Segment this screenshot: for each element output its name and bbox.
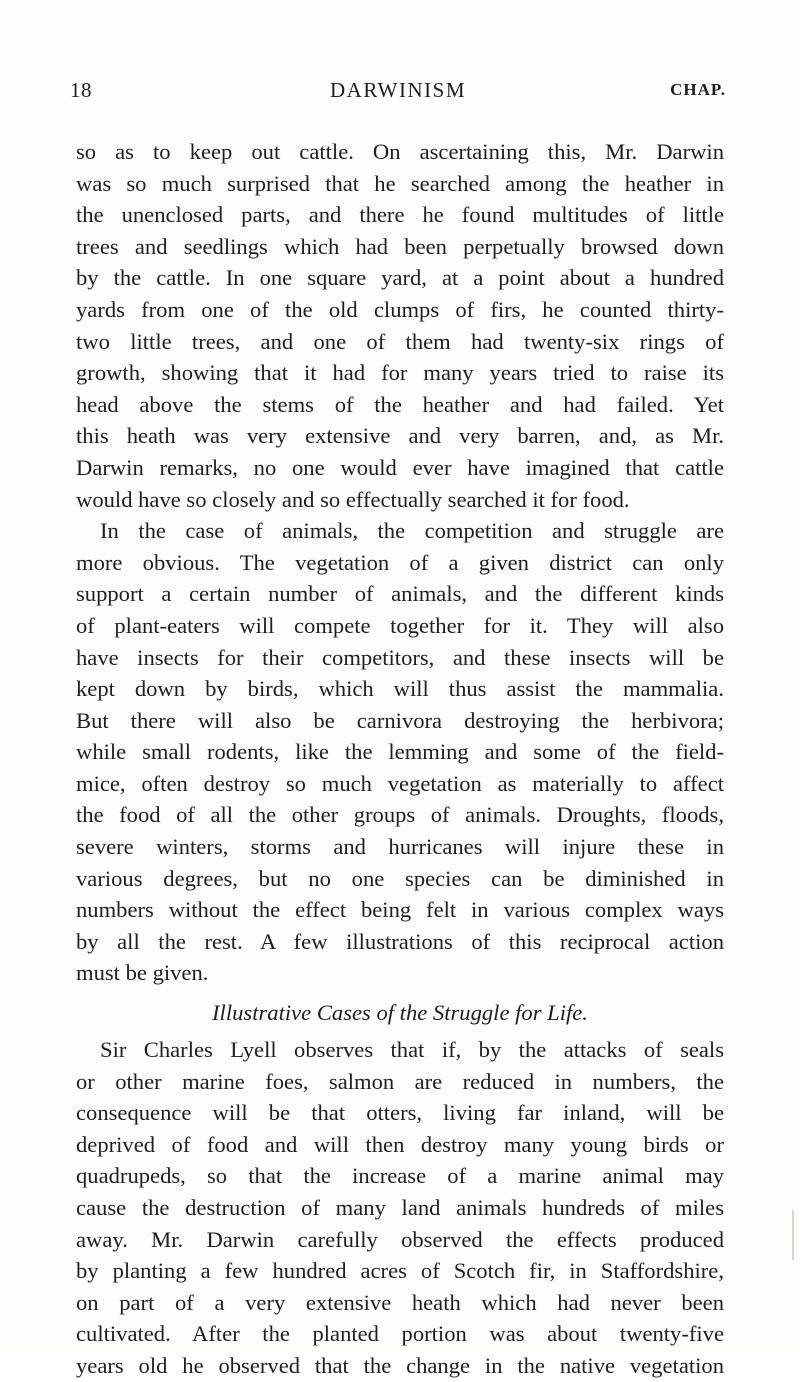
text-line: or other marine foes, salmon are reduced in numbers, the (76, 1068, 724, 1094)
text-line: severe winters, storms and hurricanes will injure these in (76, 834, 724, 860)
text-line: on part of a very extensive heath which had never been (76, 1289, 724, 1315)
text-line: would have so closely and so effectually searched it for food. (76, 486, 630, 512)
text-line: deprived of food and will then destroy many young birds or (76, 1131, 724, 1157)
text-line: consequence will be that otters, living far inland, will be (76, 1100, 724, 1126)
text-line: Sir Charles Lyell observes that if, by the attacks of seals (100, 1037, 724, 1063)
text-line: trees and seedlings which had been perpetually browsed down (76, 233, 724, 259)
paragraph-animals (76, 515, 724, 989)
text-line: yards from one of the old clumps of firs, he counted thirty- (76, 296, 724, 322)
text-line: cultivated. After the planted portion was about twenty-five (76, 1321, 724, 1347)
text-line: mice, often destroy so much vegetation as materially to affect (76, 770, 724, 796)
text-line: support a certain number of animals, and the different kinds (76, 581, 724, 607)
text-line: numbers without the effect being felt in various complex ways (76, 897, 724, 923)
text-line: away. Mr. Darwin carefully observed the effects produced (76, 1226, 724, 1252)
text-line: was so much surprised that he searched among the heather in (76, 170, 724, 196)
text-line: so as to keep out cattle. On ascertaining this, Mr. Darwin (76, 139, 724, 164)
text-line: by the cattle. In one square yard, at a point about a hundred (76, 265, 724, 291)
running-title: DARWINISM (329, 78, 466, 102)
paragraph-lyell (76, 1034, 724, 1382)
running-head (70, 78, 726, 108)
section-heading: Illustrative Cases of the Struggle for Life. (212, 1000, 588, 1026)
text-line: the unenclosed parts, and there he found multitudes of little (76, 202, 724, 228)
text-line: the food of all the other groups of animals. Droughts, floods, (76, 802, 724, 828)
text-line: have insects for their competitors, and these insects will be (76, 644, 724, 670)
text-line: by all the rest. A few illustrations of this reciprocal action (76, 928, 724, 954)
text-line: must be given. (76, 960, 209, 986)
scan-edge-mark (792, 1210, 794, 1260)
text-line: by planting a few hundred acres of Scotch fir, in Staffordshire, (76, 1258, 724, 1284)
text-line: But there will also be carnivora destroying the herbivora; (76, 707, 724, 733)
text-line: of plant-eaters will compete together for it. They will also (76, 612, 724, 638)
text-line: more obvious. The vegetation of a given district can only (76, 549, 724, 575)
text-line: while small rodents, like the lemming and some of the field- (76, 739, 724, 765)
text-line: In the case of animals, the competition and struggle are (100, 518, 724, 544)
text-line: various degrees, but no one species can be diminished in (76, 865, 724, 891)
text-line: Darwin remarks, no one would ever have imagined that cattle (76, 454, 724, 480)
text-line: this heath was very extensive and very barren, and, as Mr. (76, 423, 724, 449)
paragraph-continued (76, 136, 724, 515)
chapter-label: CHAP. (670, 80, 726, 99)
text-line: cause the destruction of many land animals hundreds of miles (76, 1195, 724, 1220)
text-line: quadrupeds, so that the increase of a marine animal may (76, 1163, 724, 1189)
text-line: two little trees, and one of them had twenty-six rings of (76, 328, 724, 354)
text-line: kept down by birds, which will thus assist the mammalia. (76, 676, 724, 702)
page-number: 18 (70, 78, 92, 102)
text-line: head above the stems of the heather and had failed. Yet (76, 391, 724, 417)
text-line: growth, showing that it had for many years tried to raise its (76, 360, 724, 386)
text-line: years old he observed that the change in the native vegetation (76, 1352, 724, 1378)
body-text (76, 136, 724, 1382)
